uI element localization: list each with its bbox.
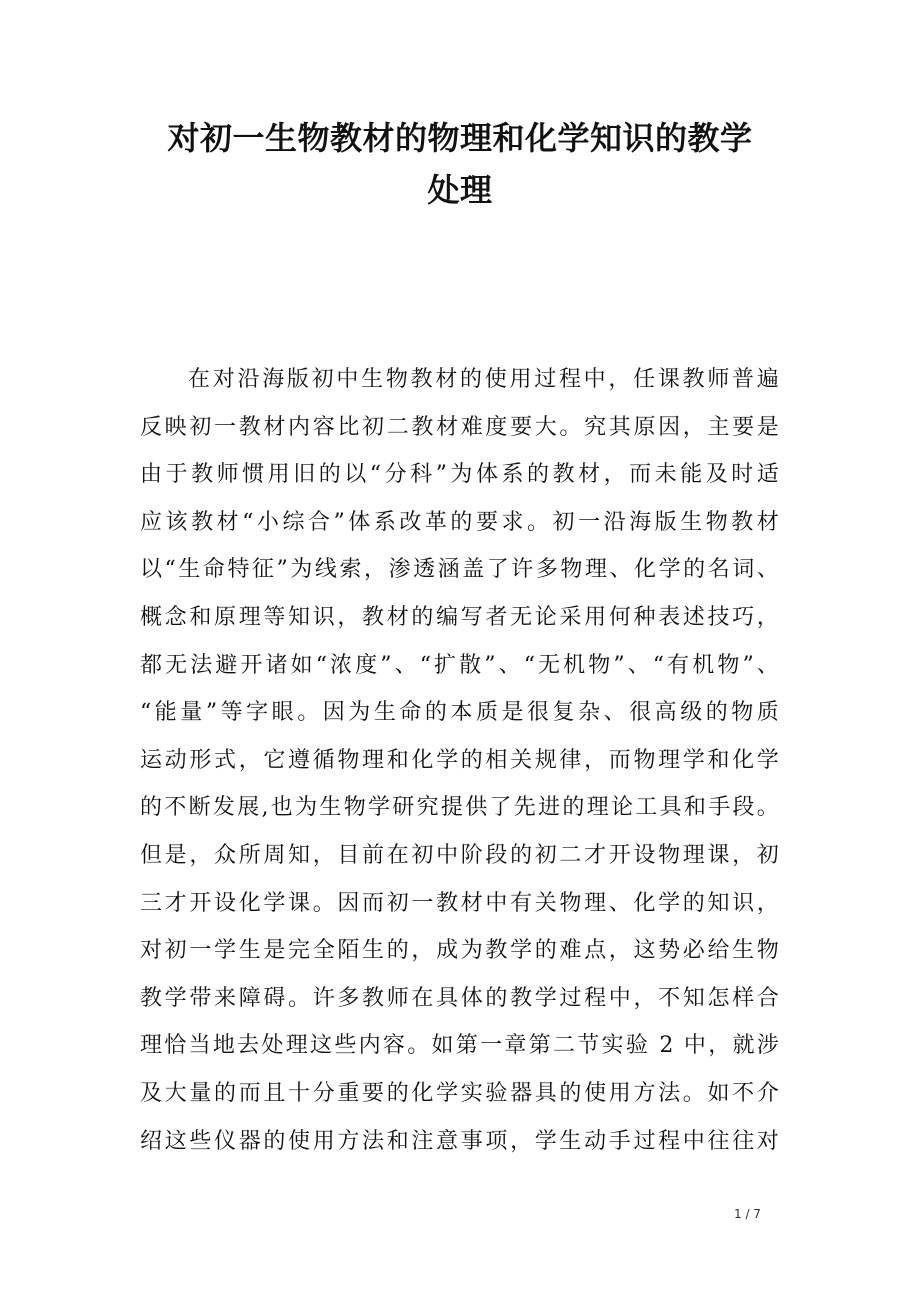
body-line: 但是，众所周知，目前在初中阶段的初二才开设物理课，初 <box>140 842 780 868</box>
body-line: 由于教师惯用旧的以“分科”为体系的教材，而未能及时适 <box>140 462 780 488</box>
body-line: 对初一学生是完全陌生的，成为教学的难点，这势必给生物 <box>140 938 780 964</box>
body-line: 反映初一教材内容比初二教材难度要大。究其原因，主要是 <box>140 414 780 440</box>
body-line: 都无法避开诸如“浓度”、“扩散”、“无机物”、“有机物”、 <box>140 652 780 678</box>
body-line: 运动形式，它遵循物理和化学的相关规律，而物理学和化学 <box>140 747 780 773</box>
body-line: 概念和原理等知识，教材的编写者无论采用何种表述技巧， <box>140 604 780 630</box>
body-line: 应该教材“小综合”体系改革的要求。初一沿海版生物教材 <box>140 509 780 535</box>
body-paragraph <box>140 356 780 1165</box>
body-line: “能量”等字眼。因为生命的本质是很复杂、很高级的物质 <box>140 700 780 726</box>
title-line-2: 处理 <box>427 171 493 209</box>
body-line: 教学带来障碍。许多教师在具体的教学过程中，不知怎样合 <box>140 985 780 1011</box>
body-line: 绍这些仪器的使用方法和注意事项，学生动手过程中往往对 <box>140 1128 780 1154</box>
page-number: 1 / 7 <box>734 1207 761 1221</box>
body-line: 及大量的而且十分重要的化学实验器具的使用方法。如不介 <box>140 1080 780 1106</box>
body-line: 在对沿海版初中生物教材的使用过程中，任课教师普遍 <box>188 367 780 392</box>
title-line-1: 对初一生物教材的物理和化学知识的教学 <box>167 119 753 157</box>
document-title <box>0 112 920 216</box>
body-line: 三才开设化学课。因而初一教材中有关物理、化学的知识， <box>140 890 780 916</box>
body-line: 的不断发展,也为生物学研究提供了先进的理论工具和手段。 <box>140 795 780 821</box>
body-line: 以“生命特征”为线索，渗透涵盖了许多物理、化学的名词、 <box>140 557 780 583</box>
body-line: 理恰当地去处理这些内容。如第一章第二节实验 2 中，就涉 <box>140 1033 780 1059</box>
